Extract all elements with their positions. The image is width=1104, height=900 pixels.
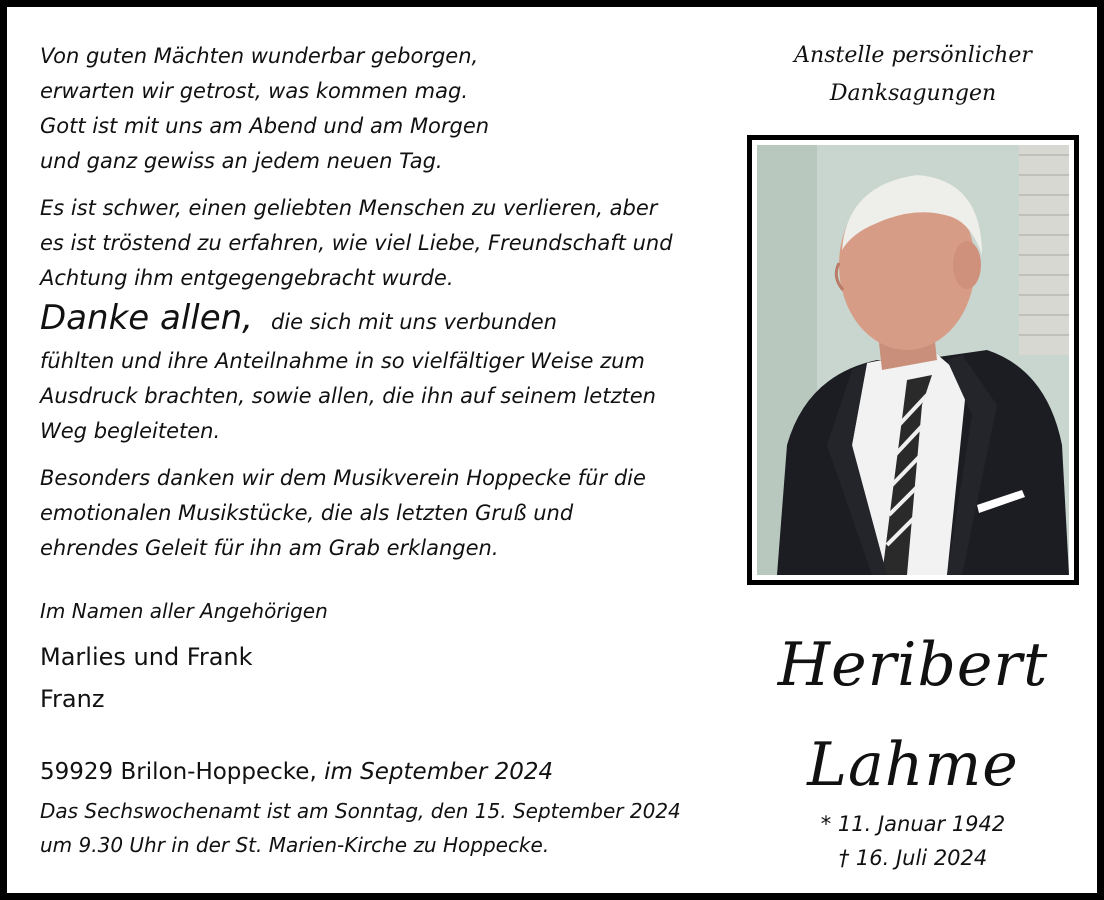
deceased-first-name: Heribert bbox=[777, 630, 1049, 700]
poem: Von guten Mächten wunderbar geborgen, erwarten wir getrost, was kommen mag. Gott ist mit uns am Abend und am Morgen und ganz gewiss an jedem neuen Tag. bbox=[40, 44, 490, 173]
deceased-last-name: Lahme bbox=[807, 730, 1019, 800]
place-date bbox=[40, 754, 720, 790]
signature-names: Marlies und Frank Franz bbox=[40, 643, 253, 713]
deceased-name bbox=[747, 615, 1079, 815]
danke-first-line: die sich mit uns verbunden bbox=[270, 310, 557, 334]
mass-info: Das Sechswochenamt ist am Sonntag, den 15. September 2024 um 9.30 Uhr in der St. Marien-Kirche zu Hoppecke. bbox=[40, 799, 681, 857]
death-date: † 16. Juli 2024 bbox=[838, 846, 988, 870]
danke-heading: Danke allen, bbox=[40, 298, 253, 338]
signature-intro: Im Namen aller Angehörigen bbox=[40, 599, 328, 623]
notice-heading: Anstelle persönlicher Danksagungen bbox=[794, 43, 1032, 106]
life-dates bbox=[747, 807, 1079, 875]
place-month: im September 2024 bbox=[324, 759, 554, 785]
place-city: 59929 Brilon-Hoppecke, bbox=[40, 759, 317, 785]
paragraph-thanks: fühlten und ihre Anteilnahme in so vielfältiger Weise zum Ausdruck brachten, sowie allen, die ihn auf seinem letzten Weg begleiteten. bbox=[40, 349, 656, 443]
paragraph-music: Besonders danken wir dem Musikverein Hoppecke für die emotionalen Musikstücke, die als letzten Gruß und ehrendes Geleit für ihn am Grab erklangen. bbox=[40, 466, 646, 560]
portrait-photo bbox=[747, 135, 1079, 585]
right-heading-block bbox=[747, 37, 1079, 113]
danke-line bbox=[40, 296, 720, 344]
portrait-illustration bbox=[757, 145, 1069, 575]
birth-date: * 11. Januar 1942 bbox=[820, 812, 1006, 836]
left-column bbox=[40, 39, 720, 862]
paragraph-loss: Es ist schwer, einen geliebten Menschen zu verlieren, aber es ist tröstend zu erfahren, wie viel Liebe, Freundschaft und Achtung ihm entgegengebracht wurde. bbox=[40, 196, 673, 290]
